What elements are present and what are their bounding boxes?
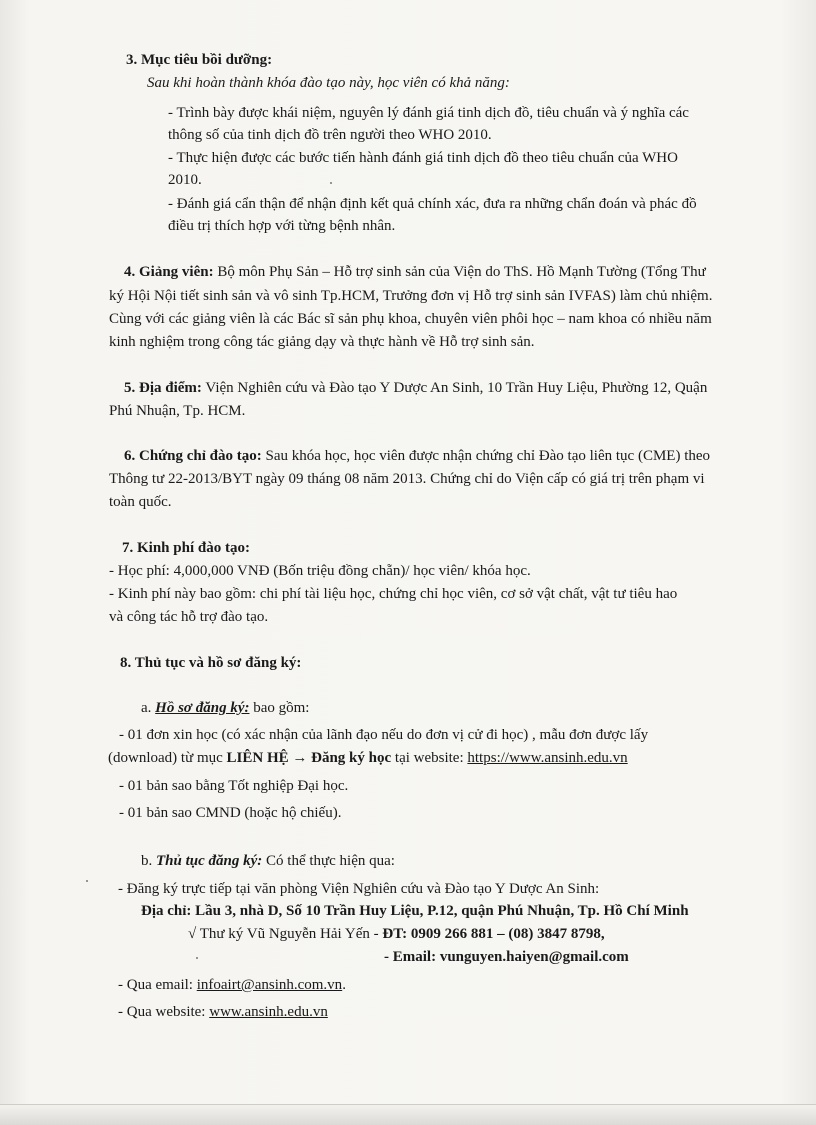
page-bottom-edge bbox=[0, 1104, 816, 1125]
section-3-title: 3. Mục tiêu bồi dưỡng: bbox=[126, 52, 273, 68]
section-8a-item-2: - 01 bản sao bằng Tốt nghiệp Đại học. bbox=[119, 778, 349, 794]
section-7-line-1: - Học phí: 4,000,000 VNĐ (Bốn triệu đồng chẵn)/ học viên/ khóa học. bbox=[109, 563, 531, 579]
website-link-https[interactable]: https://www.ansinh.edu.vn bbox=[467, 750, 628, 766]
section-6-line-1 bbox=[124, 446, 710, 466]
section-8b-prefix: b. bbox=[141, 853, 156, 869]
secretary-name: √ Thư ký Vũ Nguyễn Hải Yến - bbox=[188, 926, 383, 942]
section-6-line-2: Thông tư 22-2013/BYT ngày 09 tháng 08 năm 2013. Chứng chỉ do Viện cấp có giá trị trên phạm vi bbox=[109, 471, 705, 487]
section-6-text-1: Sau khóa học, học viên được nhận chứng chỉ Đào tạo liên tục (CME) theo bbox=[261, 448, 711, 464]
section-8b-label: Thủ tục đăng ký: bbox=[156, 853, 263, 869]
section-8b-item-3 bbox=[118, 1002, 328, 1022]
section-8a-item-1-line-2 bbox=[108, 748, 628, 768]
section-4-line-4: kinh nghiệm trong công tác giảng dạy và thực hành về Hỗ trợ sinh sản. bbox=[109, 334, 535, 350]
section-3-intro: Sau khi hoàn thành khóa đào tạo này, học viên có khả năng: bbox=[147, 75, 510, 91]
email-option-post: . bbox=[342, 977, 346, 993]
section-8a-rest: bao gồm: bbox=[249, 700, 310, 716]
section-5-text-1: Viện Nghiên cứu và Đào tạo Y Dược An Sinh, 10 Trần Huy Liệu, Phường 12, Quận bbox=[201, 380, 708, 396]
contact-menu-path: LIÊN HỆ → Đăng ký học bbox=[226, 750, 392, 766]
email-option-pre: - Qua email: bbox=[118, 977, 197, 993]
section-3-bullet-1-line-2: thông số của tinh dịch đồ trên người theo WHO 2010. bbox=[168, 127, 492, 143]
section-8a-item-1-pre: (download) từ mục bbox=[108, 750, 227, 766]
secretary-contact bbox=[188, 924, 605, 944]
section-3-bullet-3-line-2: điều trị thích hợp với từng bệnh nhân. bbox=[168, 218, 396, 234]
section-3-bullet-3-line-1: - Đánh giá cẩn thận để nhận định kết quả chính xác, đưa ra những chẩn đoán và phác đồ bbox=[168, 196, 697, 212]
section-8a-prefix: a. bbox=[141, 700, 156, 716]
scan-speck bbox=[196, 957, 198, 959]
secretary-phone: ĐT: 0909 266 881 – (08) 3847 8798, bbox=[382, 926, 605, 942]
section-8a-item-1-line-1: - 01 đơn xin học (có xác nhận của lãnh đạo nếu do đơn vị cử đi học) , mẫu đơn được lấy bbox=[119, 727, 649, 743]
section-8b-rest: Có thể thực hiện qua: bbox=[262, 853, 395, 869]
website-option-pre: - Qua website: bbox=[118, 1004, 210, 1020]
section-4-text-1: Bộ môn Phụ Sản – Hỗ trợ sinh sản của Viện do ThS. Hồ Mạnh Tường (Tổng Thư bbox=[213, 264, 706, 280]
section-4-label: 4. Giảng viên: bbox=[124, 264, 214, 280]
section-4-line-1 bbox=[124, 262, 706, 282]
section-7-title: 7. Kinh phí đào tạo: bbox=[122, 540, 250, 556]
section-3-bullet-2-line-2: 2010. bbox=[168, 172, 202, 188]
section-8b-item-2 bbox=[118, 975, 346, 995]
section-8a-item-3: - 01 bản sao CMND (hoặc hộ chiếu). bbox=[119, 805, 342, 821]
section-8b-heading bbox=[141, 851, 395, 871]
office-address: Địa chỉ: Lầu 3, nhà D, Số 10 Trần Huy Liệu, P.12, quận Phú Nhuận, Tp. Hồ Chí Minh bbox=[141, 903, 689, 919]
section-3-bullet-2-line-1: - Thực hiện được các bước tiến hành đánh giá tinh dịch đồ theo tiêu chuẩn của WHO bbox=[168, 150, 678, 166]
section-8a-item-1-mid: tại website: bbox=[391, 750, 468, 766]
scan-speck bbox=[330, 182, 332, 184]
section-3-bullet-1-line-1: - Trình bày được khái niệm, nguyên lý đánh giá tinh dịch đồ, tiêu chuẩn và ý nghĩa các bbox=[168, 105, 689, 121]
section-8a-heading bbox=[141, 698, 309, 718]
section-4-line-2: ký Hội Nội tiết sinh sản và vô sinh Tp.HCM, Trưởng đơn vị Hỗ trợ sinh sản IVFAS) làm chủ nhiệm. bbox=[109, 288, 713, 304]
email-link[interactable]: infoairt@ansinh.com.vn bbox=[196, 977, 343, 993]
section-5-line-2: Phú Nhuận, Tp. HCM. bbox=[109, 403, 246, 419]
scan-speck bbox=[86, 880, 88, 882]
section-6-label: 6. Chứng chỉ đào tạo: bbox=[124, 448, 262, 464]
secretary-email: - Email: vunguyen.haiyen@gmail.com bbox=[384, 949, 629, 965]
section-8-title: 8. Thủ tục và hồ sơ đăng ký: bbox=[120, 655, 302, 671]
section-4-line-3: Cùng với các giảng viên là các Bác sĩ sản phụ khoa, chuyên viên phôi học – nam khoa có nhiều năm bbox=[109, 311, 712, 327]
website-link[interactable]: www.ansinh.edu.vn bbox=[209, 1004, 328, 1020]
section-5-label: 5. Địa điểm: bbox=[124, 380, 202, 396]
section-5-line-1 bbox=[124, 378, 707, 398]
section-7-line-2: - Kinh phí này bao gồm: chi phí tài liệu học, chứng chỉ học viên, cơ sở vật chất, vật tư tiêu hao bbox=[109, 586, 678, 602]
section-6-line-3: toàn quốc. bbox=[109, 494, 172, 510]
section-7-line-3: và công tác hỗ trợ đào tạo. bbox=[109, 609, 269, 625]
section-8b-item-1: - Đăng ký trực tiếp tại văn phòng Viện Nghiên cứu và Đào tạo Y Dược An Sinh: bbox=[118, 881, 600, 897]
section-8a-label: Hồ sơ đăng ký: bbox=[155, 700, 250, 716]
